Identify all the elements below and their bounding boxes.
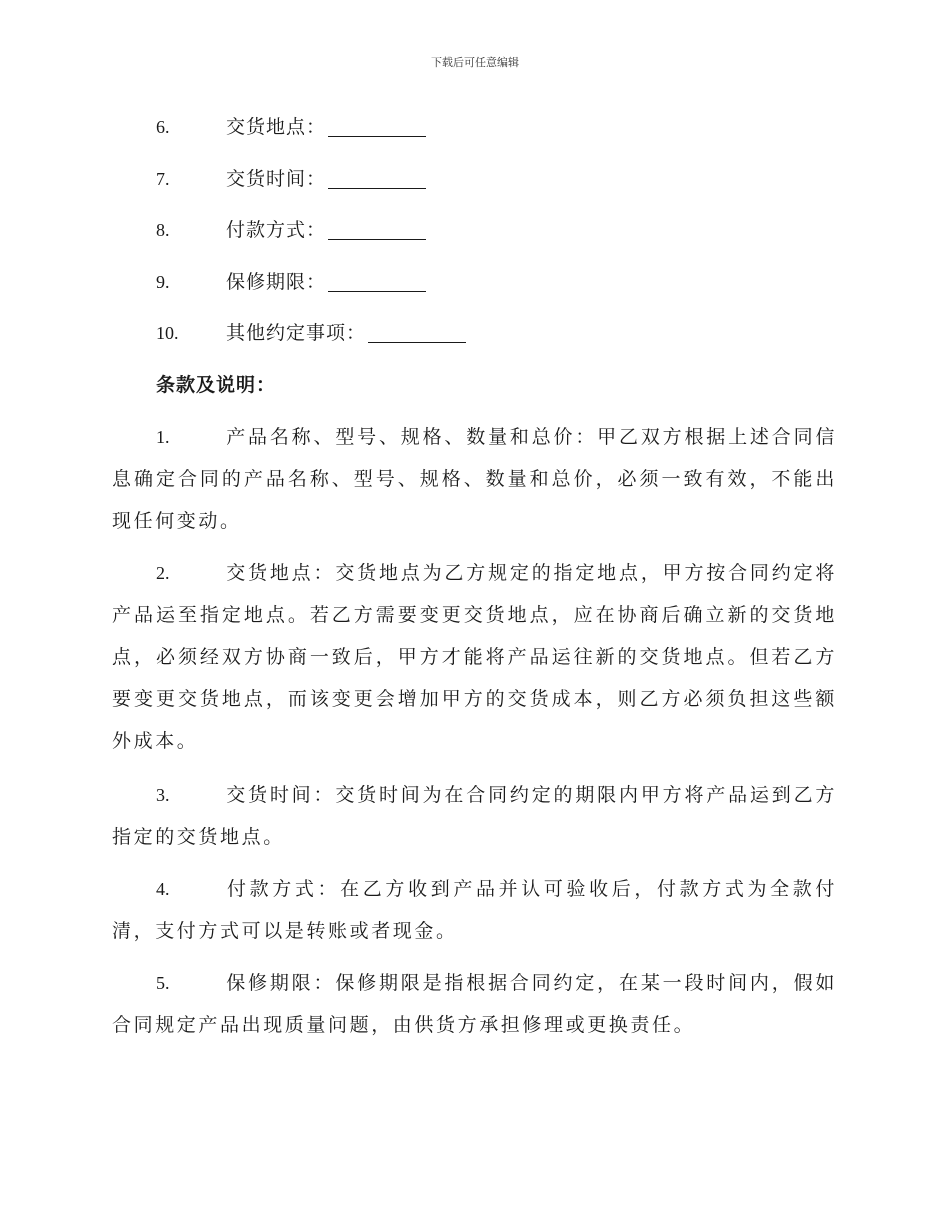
clause-number: 2. [156,563,170,583]
blank-line[interactable] [328,271,426,292]
clause-number: 5. [156,973,170,993]
clause-text: 交货时间：交货时间为在合同约定的期限内甲方将产品运到乙方指定的交货地点。 [112,784,837,848]
clause-number: 4. [156,879,170,899]
blank-line[interactable] [368,322,466,343]
field-number: 7. [156,169,170,189]
field-label: 交货地点： [226,116,327,138]
blank-line[interactable] [328,168,426,189]
clause-text: 交货地点：交货地点为乙方规定的指定地点，甲方按合同约定将产品运至指定地点。若乙方需要变更交货地点，应在协商后确立新的交货地点，必须经双方协商一致后，甲方才能将产品运往新的交货地点。但若乙方要变更交货地点，而该变更会增加甲方的交货成本，则乙方必须负担这些额外成本。 [112,562,837,752]
clause-text: 付款方式：在乙方收到产品并认可验收后，付款方式为全款付清，支付方式可以是转账或者现金。 [112,878,837,942]
field-label: 付款方式： [226,219,327,241]
page-header: 下载后可任意编辑 [431,56,519,69]
clause-1 [112,416,837,542]
clause-4 [112,868,837,952]
clause-number: 3. [156,785,170,805]
clause-text: 保修期限：保修期限是指根据合同约定，在某一段时间内，假如合同规定产品出现质量问题，由供货方承担修理或更换责任。 [112,972,837,1036]
field-label: 交货时间： [226,168,327,190]
blank-line[interactable] [328,219,426,240]
field-number: 6. [156,117,170,137]
blank-line[interactable] [328,116,426,137]
clause-number: 1. [156,427,170,447]
clause-text: 产品名称、型号、规格、数量和总价：甲乙双方根据上述合同信息确定合同的产品名称、型号、规格、数量和总价，必须一致有效，不能出现任何变动。 [112,426,837,532]
clause-3 [112,774,837,858]
field-label: 保修期限： [226,271,327,293]
clause-2 [112,552,837,762]
field-label: 其他约定事项： [226,322,367,344]
field-number: 8. [156,220,170,240]
section-title: 条款及说明： [156,374,277,396]
field-number: 10. [156,323,179,343]
clause-5 [112,962,837,1046]
field-number: 9. [156,272,170,292]
